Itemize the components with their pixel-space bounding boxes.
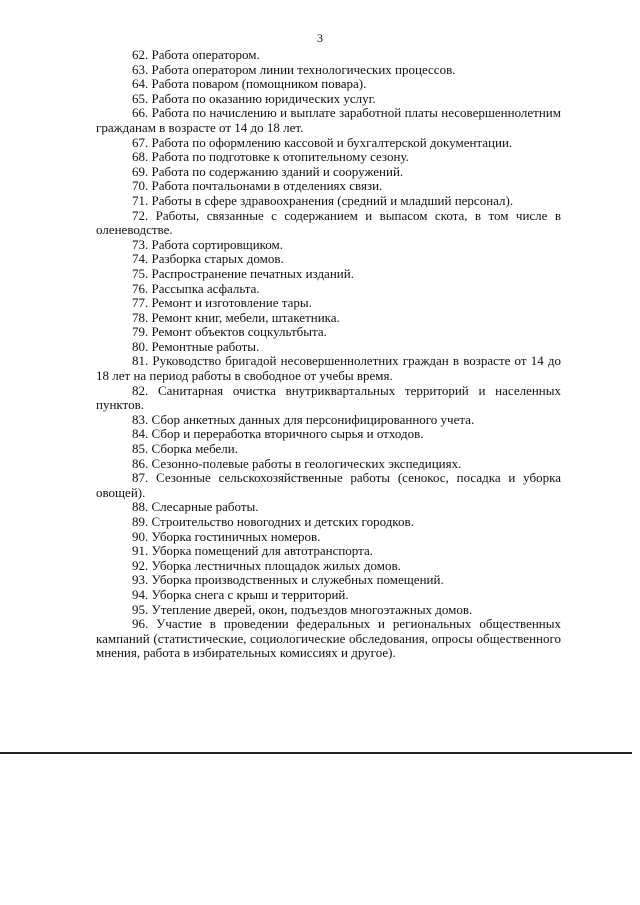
list-item: 70. Работа почтальонами в отделениях связи. <box>132 178 383 194</box>
page-number: 3 <box>317 31 323 45</box>
list-item: 88. Слесарные работы. <box>132 499 259 515</box>
list-item: 68. Работа по подготовке к отопительному сезону. <box>132 149 409 165</box>
list-item: 80. Ремонтные работы. <box>132 338 260 354</box>
list-item: 67. Работа по оформлению кассовой и бухгалтерской документации. <box>132 134 513 150</box>
list-item: 74. Разборка старых домов. <box>132 251 284 267</box>
list-item: 79. Ремонт объектов соцкультбыта. <box>132 324 327 340</box>
list-item: 93. Уборка производственных и служебных помещений. <box>132 572 444 588</box>
list-item: 89. Строительство новогодних и детских городков. <box>132 514 414 529</box>
list-item: 69. Работа по содержанию зданий и сооружений. <box>132 163 404 179</box>
list-item: 78. Ремонт книг, мебели, штакетника. <box>132 309 340 325</box>
bottom-divider <box>0 752 632 754</box>
list-item: 86. Сезонно-полевые работы в геологических экспедициях. <box>132 455 462 471</box>
list-item: 83. Сбор анкетных данных для персонифицированного учета. <box>132 411 475 427</box>
list-item: 94. Уборка снега с крыш и территорий. <box>132 586 349 602</box>
list-item: 65. Работа по оказанию юридических услуг. <box>132 90 376 106</box>
list-item: 85. Сборка мебели. <box>132 441 238 457</box>
list-item: 75. Распространение печатных изданий. <box>132 265 354 281</box>
work-list <box>96 48 561 661</box>
list-item: 73. Работа сортировщиком. <box>132 236 284 252</box>
list-item: 84. Сбор и переработка вторичного сырья и отходов. <box>132 426 424 442</box>
list-item: 95. Утепление дверей, окон, подъездов многоэтажных домов. <box>132 601 473 617</box>
list-item: 64. Работа поваром (помощником повара). <box>132 76 367 92</box>
list-item: 96. Участие в проведении федеральных и региональных общественных кампаний (статистические, социологические обследования, опросы общественного мнения, работа в избирательных комиссиях и другое). <box>96 616 561 661</box>
list-item: 63. Работа оператором линии технологических процессов. <box>132 61 456 77</box>
list-item: 77. Ремонт и изготовление тары. <box>132 295 312 311</box>
list-item: 71. Работы в сфере здравоохранения (средний и младший персонал). <box>132 192 514 208</box>
list-item: 76. Рассыпка асфальта. <box>132 280 260 296</box>
list-item: 87. Сезонные сельскохозяйственные работы (сенокос, посадка и уборка овощей). <box>96 470 561 500</box>
list-item: 72. Работы, связанные с содержанием и выпасом скота, в том числе в оленеводстве. <box>96 207 561 238</box>
list-item: 62. Работа оператором. <box>132 47 260 62</box>
list-item: 92. Уборка лестничных площадок жилых домов. <box>132 557 401 573</box>
list-item: 82. Санитарная очистка внутриквартальных территорий и населенных пунктов. <box>96 382 561 413</box>
list-item: 81. Руководство бригадой несовершеннолетних граждан в возрасте от 14 до 18 лет на период работы в свободное от учебы время. <box>96 353 561 384</box>
list-item: 66. Работа по начислению и выплате заработной платы несовершеннолетним гражданам в возрасте от 14 до 18 лет. <box>96 105 561 135</box>
list-item: 90. Уборка гостиничных номеров. <box>132 528 321 544</box>
list-item: 91. Уборка помещений для автотранспорта. <box>132 543 373 559</box>
